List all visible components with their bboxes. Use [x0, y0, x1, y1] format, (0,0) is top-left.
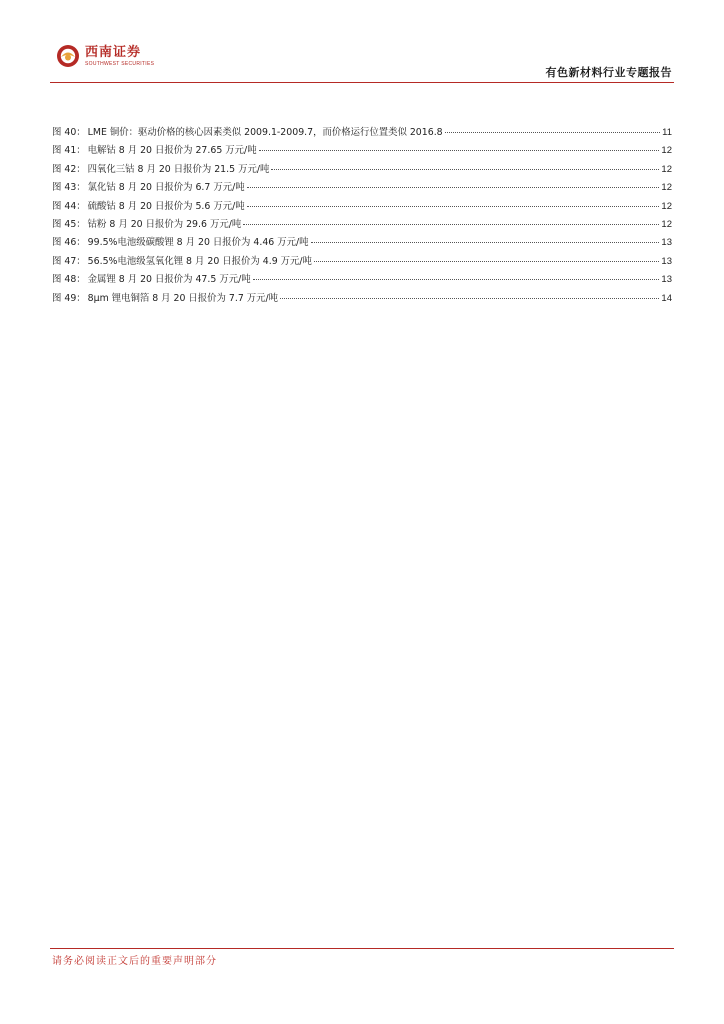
toc-entry-title: 钴粉 8 月 20 日报价为 29.6 万元/吨 [87, 218, 242, 230]
toc-dot-leader [259, 138, 660, 151]
toc-entry[interactable] [52, 288, 672, 306]
toc-entry-label [52, 290, 278, 308]
toc-dot-leader [280, 286, 659, 299]
toc-dot-leader [243, 212, 659, 225]
toc-entry-label [52, 216, 241, 234]
toc-entry-label [52, 198, 245, 216]
toc-entry-number: 图 41： [52, 145, 86, 157]
toc-entry-number: 图 43： [52, 182, 86, 194]
toc-dot-leader [311, 230, 660, 243]
toc-dot-leader [445, 120, 660, 133]
toc-entry-label [52, 161, 269, 179]
toc-entry-number: 图 45： [52, 218, 86, 230]
toc-page-number: 13 [661, 255, 672, 267]
toc-page-number: 12 [661, 218, 672, 230]
toc-dot-leader [253, 267, 660, 280]
toc-entry-title: 硫酸钴 8 月 20 日报价为 5.6 万元/吨 [87, 200, 245, 212]
toc-entry-number: 图 49： [52, 292, 86, 304]
toc-entry-number: 图 40： [52, 127, 86, 138]
toc-page-number: 11 [662, 127, 672, 138]
toc-dot-leader [314, 249, 659, 262]
toc-entry-title: LME 铜价：驱动价格的核心因素类似 2009.1-2009.7，而价格运行位置类似 2016.8 [87, 127, 443, 138]
toc-entry-label [52, 179, 245, 197]
toc-page-number: 12 [661, 200, 672, 212]
toc-dot-leader [271, 157, 659, 170]
toc-page-number: 12 [661, 163, 672, 175]
toc-dot-leader [247, 175, 660, 188]
report-title: 有色新材料行业专题报告 [545, 66, 672, 79]
company-logo [56, 44, 154, 68]
toc-entry-title: 四氧化三钴 8 月 20 日报价为 21.5 万元/吨 [87, 163, 270, 175]
footer-divider [50, 948, 674, 949]
toc-entry-number: 图 46： [52, 237, 86, 249]
toc-entry-number: 图 47： [52, 255, 86, 267]
toc-entry-title: 56.5%电池级氢氧化锂 8 月 20 日报价为 4.9 万元/吨 [87, 255, 312, 267]
toc-entry-title: 电解钴 8 月 20 日报价为 27.65 万元/吨 [87, 145, 257, 157]
toc-page-number: 13 [661, 237, 672, 249]
logo-emblem-icon [56, 44, 80, 68]
toc-page-number: 14 [661, 292, 672, 304]
toc-page-number: 12 [661, 145, 672, 157]
toc-entry-title: 氯化钴 8 月 20 日报价为 6.7 万元/吨 [87, 182, 245, 194]
figure-list [52, 122, 672, 306]
toc-entry-number: 图 42： [52, 163, 86, 175]
toc-entry-label [52, 271, 251, 289]
toc-entry-number: 图 44： [52, 200, 86, 212]
toc-entry-title: 99.5%电池级碳酸锂 8 月 20 日报价为 4.46 万元/吨 [87, 237, 309, 249]
disclaimer-notice: 请务必阅读正文后的重要声明部分 [52, 956, 217, 967]
toc-entry-label [52, 142, 257, 160]
page-header [0, 0, 724, 90]
toc-entry-label [52, 234, 309, 252]
toc-dot-leader [247, 194, 660, 207]
toc-page-number: 13 [661, 274, 672, 286]
logo-chinese-name: 西南证券 [85, 44, 142, 60]
toc-entry-number: 图 48： [52, 274, 86, 286]
toc-entry-title: 8μm 锂电铜箔 8 月 20 日报价为 7.7 万元/吨 [87, 292, 279, 304]
logo-english-name: SOUTHWEST SECURITIES [85, 60, 155, 67]
toc-entry-title: 金属锂 8 月 20 日报价为 47.5 万元/吨 [87, 274, 251, 286]
header-divider [50, 82, 674, 83]
toc-page-number: 12 [661, 182, 672, 194]
